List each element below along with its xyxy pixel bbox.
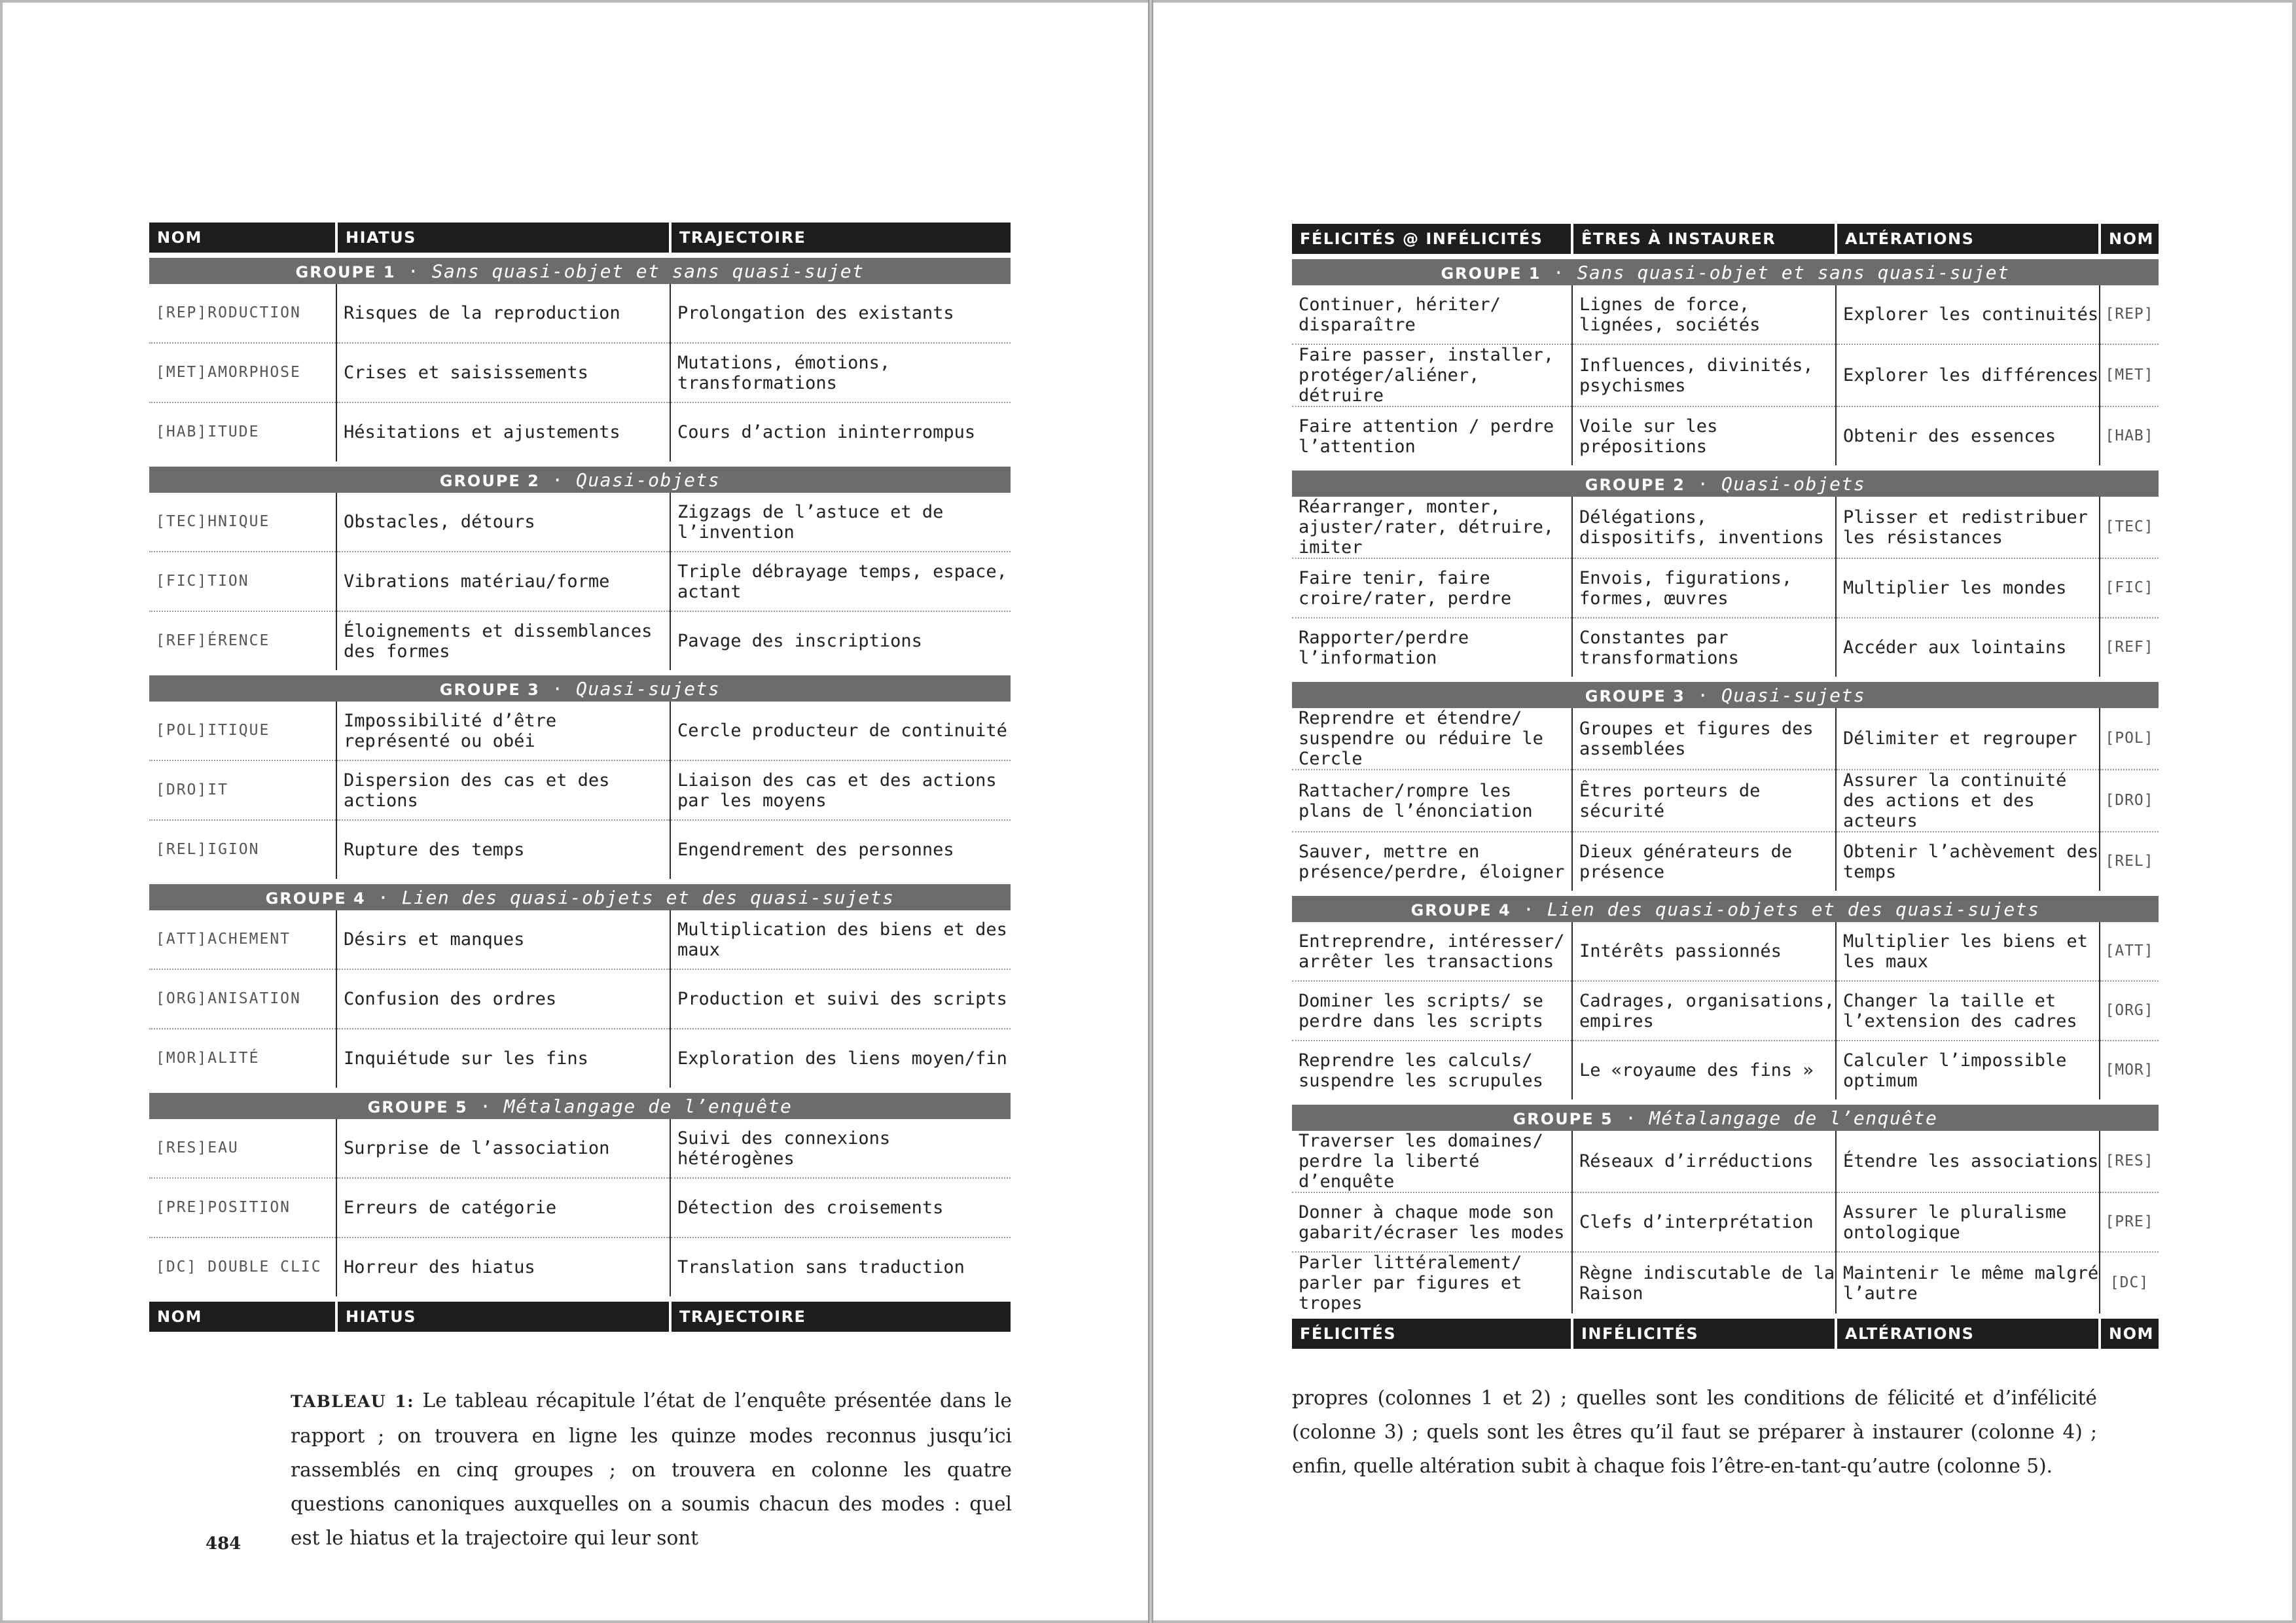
- felicites-cell: Rattacher/rompre les plans de l’énonciation: [1292, 770, 1572, 832]
- table-row: [1292, 708, 2159, 770]
- group-header: [149, 258, 1011, 284]
- hiatus-cell: Désirs et manques: [336, 910, 670, 969]
- table-row: [149, 611, 1011, 670]
- spacer: [149, 670, 1011, 675]
- trajectoire-cell: Détection des croisements: [670, 1178, 1011, 1238]
- trajectoire-cell: Exploration des liens moyen/fin: [677, 1048, 1007, 1069]
- nom-cell: [RES]EAU: [149, 1119, 336, 1178]
- group-label: GROUPE 3: [439, 680, 540, 699]
- group-description: Métalangage de l’enquête: [503, 1095, 793, 1117]
- footer-row: [1292, 1319, 2159, 1349]
- alterations-cell: Plisser et redistribuer les résistances: [1836, 497, 2100, 558]
- column-footer: NOM: [2100, 1319, 2159, 1349]
- nom-cell: [REL]IGION: [149, 820, 336, 879]
- nom-cell: [MET]AMORPHOSE: [149, 343, 336, 402]
- etres-cell: Règne indiscutable de la Raison: [1572, 1252, 1836, 1313]
- table-row: [149, 1029, 1011, 1088]
- table-row: [1292, 981, 2159, 1041]
- column-header: FÉLICITÉS @ INFÉLICITÉS: [1292, 224, 1572, 254]
- trajectoire-cell: Liaison des cas et des actions par les moyens: [670, 760, 1011, 820]
- group-title: [149, 884, 1011, 910]
- hiatus-cell: Dispersion des cas et des actions: [336, 760, 670, 820]
- group-separator: ·: [1685, 473, 1721, 495]
- table-caption-continued: propres (colonnes 1 et 2) ; quelles sont les conditions de félicité et d’infélicité (colonne 3) ; quels sont les êtres qu’il faut se préparer à instaurer (colonne 4) ; enfin, quelle altération subit à chaque fois l’être-en-tant-qu’autre (colonne 5).: [1292, 1387, 2097, 1477]
- etres-cell: Dieux générateurs de présence: [1572, 832, 1836, 891]
- trajectoire-cell: Pavage des inscriptions: [677, 631, 922, 651]
- alterations-cell: Explorer les différences: [1836, 344, 2100, 406]
- group-label: GROUPE 4: [1410, 901, 1511, 919]
- table-row: [1292, 285, 2159, 344]
- alterations-cell: Multiplier les mondes: [1836, 558, 2100, 618]
- etres-cell: Lignes de force, lignées, sociétés: [1572, 285, 1836, 344]
- group-header: [149, 675, 1011, 702]
- code-cell: [HAB]: [2105, 427, 2154, 444]
- group-description: Lien des quasi-objets et des quasi-sujets: [401, 886, 895, 908]
- column-header: NOM: [149, 223, 336, 253]
- table-row: [1292, 1192, 2159, 1252]
- spacer: [1292, 254, 2159, 259]
- alterations-cell: Assurer le pluralisme ontologique: [1836, 1192, 2100, 1252]
- nom-cell: [REP]RODUCTION: [149, 284, 336, 343]
- spacer: [1292, 677, 2159, 682]
- table-row: [149, 1238, 1011, 1296]
- table-row: [149, 343, 1011, 402]
- trajectoire-cell: Production et suivi des scripts: [670, 969, 1011, 1029]
- alterations-cell: Multiplier les biens et les maux: [1836, 922, 2100, 981]
- hiatus-cell: Horreur des hiatus: [336, 1238, 670, 1296]
- table-caption: [291, 1383, 1012, 1555]
- etres-cell: Clefs d’interprétation: [1572, 1192, 1836, 1252]
- alterations-cell: Obtenir des essences: [1836, 406, 2100, 465]
- felicites-cell: Reprendre les calculs/ suspendre les scrupules: [1292, 1041, 1572, 1099]
- group-separator: ·: [1511, 898, 1547, 920]
- felicites-cell: Faire passer, installer, protéger/aliéner, détruire: [1292, 344, 1572, 406]
- column-header: ÊTRES À INSTAURER: [1572, 224, 1836, 254]
- group-description: Sans quasi-objet et sans quasi-sujet: [1577, 261, 2010, 283]
- group-header: [1292, 896, 2159, 922]
- book-gutter: [1148, 0, 1153, 1623]
- group-title: [1292, 682, 2159, 708]
- table-row: [1292, 618, 2159, 677]
- column-header: NOM: [2100, 224, 2159, 254]
- caption-lead: TABLEAU 1:: [291, 1392, 415, 1411]
- group-separator: ·: [467, 1095, 504, 1117]
- spacer: [149, 1088, 1011, 1093]
- group-description: Quasi-objets: [1721, 473, 1866, 495]
- nom-cell: [HAB]ITUDE: [149, 402, 336, 461]
- trajectoire-cell: Mutations, émotions, transformations: [670, 343, 1011, 402]
- table-row: [1292, 832, 2159, 891]
- trajectoire-cell: Translation sans traduction: [677, 1257, 965, 1277]
- group-header: [1292, 682, 2159, 708]
- column-header: TRAJECTOIRE: [670, 223, 1011, 253]
- spacer: [1292, 891, 2159, 896]
- group-title: [149, 1093, 1011, 1119]
- column-footer: NOM: [149, 1302, 336, 1332]
- nom-cell: [REF]ÉRENCE: [149, 611, 336, 670]
- hiatus-cell: Inquiétude sur les fins: [336, 1029, 670, 1088]
- page-number: 484: [206, 1534, 242, 1554]
- code-cell: [RES]: [2100, 1131, 2159, 1192]
- spacer: [149, 253, 1011, 258]
- trajectoire-cell: Multiplication des biens et des maux: [670, 910, 1011, 969]
- etres-cell: Réseaux d’irréductions: [1572, 1131, 1836, 1192]
- code-cell: [MET]: [2100, 344, 2159, 406]
- alterations-cell: Changer la taille et l’extension des cadres: [1836, 981, 2100, 1041]
- spacer: [149, 1296, 1011, 1302]
- felicites-cell: Traverser les domaines/ perdre la liberté d’enquête: [1292, 1131, 1572, 1192]
- etres-cell: Intérêts passionnés: [1572, 922, 1836, 981]
- trajectoire-cell: Suivi des connexions hétérogènes: [670, 1119, 1011, 1178]
- felicites-cell: Continuer, hériter/ disparaître: [1292, 285, 1572, 344]
- spacer: [1292, 465, 2159, 471]
- alterations-cell: Assurer la continuité des actions et des acteurs: [1836, 770, 2100, 832]
- table-row: [1292, 1041, 2159, 1099]
- trajectoire-cell: Cercle producteur de continuité: [670, 702, 1011, 760]
- group-title: [1292, 259, 2159, 285]
- table-row: [1292, 770, 2159, 832]
- spacer: [1292, 1099, 2159, 1105]
- table-row: [149, 1119, 1011, 1178]
- etres-cell: Groupes et figures des assemblées: [1572, 708, 1836, 770]
- alterations-cell: Calculer l’impossible optimum: [1836, 1041, 2100, 1099]
- code-cell: [POL]: [2100, 708, 2159, 770]
- group-description: Quasi-sujets: [1721, 684, 1866, 706]
- spacer: [149, 461, 1011, 467]
- column-footer: INFÉLICITÉS: [1572, 1319, 1836, 1349]
- group-separator: ·: [1541, 261, 1577, 283]
- hiatus-cell: Rupture des temps: [336, 820, 670, 879]
- group-header: [149, 1093, 1011, 1119]
- table-row: [1292, 1252, 2159, 1313]
- group-description: Quasi-objets: [575, 469, 721, 491]
- felicites-cell: Faire attention / perdre l’attention: [1292, 406, 1572, 465]
- code-cell: [FIC]: [2100, 558, 2159, 618]
- code-cell: [DC]: [2109, 1274, 2149, 1291]
- etres-cell: Cadrages, organisations, empires: [1572, 981, 1836, 1041]
- table-row: [149, 402, 1011, 461]
- hiatus-cell: Confusion des ordres: [336, 969, 670, 1029]
- trajectoire-cell: Prolongation des existants: [670, 284, 1011, 343]
- table-row: [149, 760, 1011, 820]
- code-cell: [REF]: [2105, 639, 2154, 656]
- felicites-cell: Sauver, mettre en présence/perdre, éloigner: [1292, 832, 1572, 891]
- group-label: GROUPE 2: [439, 471, 540, 490]
- alterations-cell: Maintenir le même malgré l’autre: [1836, 1252, 2100, 1313]
- group-title: [1292, 896, 2159, 922]
- table-row: [1292, 1131, 2159, 1192]
- hiatus-cell: Erreurs de catégorie: [336, 1178, 670, 1238]
- felicites-cell: Rapporter/perdre l’information: [1292, 618, 1572, 677]
- group-label: GROUPE 5: [1513, 1109, 1613, 1128]
- group-title: [149, 258, 1011, 284]
- etres-cell: Êtres porteurs de sécurité: [1572, 770, 1836, 832]
- code-cell: [MOR]: [2105, 1061, 2154, 1079]
- group-description: Sans quasi-objet et sans quasi-sujet: [431, 260, 865, 282]
- hiatus-cell: Éloignements et dissemblances des formes: [336, 611, 670, 670]
- trajectoire-cell: Triple débrayage temps, espace, actant: [670, 552, 1011, 611]
- code-cell: [REP]: [2100, 285, 2159, 344]
- table-row: [149, 702, 1011, 760]
- group-header: [149, 884, 1011, 910]
- group-description: Lien des quasi-objets et des quasi-sujets: [1547, 898, 2040, 920]
- code-cell: [PRE]: [2100, 1192, 2159, 1252]
- table-row: [1292, 406, 2159, 465]
- table-row: [149, 820, 1011, 879]
- etres-cell: Voile sur les prépositions: [1572, 406, 1836, 465]
- nom-cell: [TEC]HNIQUE: [149, 493, 336, 552]
- table-row: [149, 969, 1011, 1029]
- column-footer: TRAJECTOIRE: [670, 1302, 1011, 1332]
- alterations-cell: Explorer les continuités: [1836, 285, 2100, 344]
- right-page: [1153, 3, 2292, 1620]
- group-header: [1292, 1105, 2159, 1131]
- code-cell: [ATT]: [2100, 922, 2159, 981]
- group-header: [149, 467, 1011, 493]
- group-header: [1292, 259, 2159, 285]
- nom-cell: [MOR]ALITÉ: [149, 1029, 336, 1088]
- nom-cell: [DC] DOUBLE CLIC: [149, 1238, 336, 1296]
- nom-cell: [DRO]IT: [149, 760, 336, 820]
- header-row: [1292, 224, 2159, 254]
- group-title: [149, 675, 1011, 702]
- felicites-cell: Réarranger, monter, ajuster/rater, détruire, imiter: [1292, 497, 1572, 558]
- etres-cell: Envois, figurations, formes, œuvres: [1572, 558, 1836, 618]
- group-header: [1292, 471, 2159, 497]
- etres-cell: Influences, divinités, psychismes: [1572, 344, 1836, 406]
- code-cell: [ORG]: [2100, 981, 2159, 1041]
- code-cell: [REL]: [2105, 853, 2154, 870]
- spacer: [1292, 1313, 2159, 1319]
- etres-cell: Constantes par transformations: [1572, 618, 1836, 677]
- alterations-cell: Étendre les associations: [1836, 1131, 2100, 1192]
- hiatus-cell: Hésitations et ajustements: [336, 402, 670, 461]
- hiatus-cell: Surprise de l’association: [336, 1119, 670, 1178]
- trajectoire-cell: Cours d’action ininterrompus: [677, 422, 976, 442]
- alterations-cell: Délimiter et regrouper: [1836, 708, 2100, 770]
- felicites-cell: Reprendre et étendre/ suspendre ou réduire le Cercle: [1292, 708, 1572, 770]
- column-footer: HIATUS: [336, 1302, 670, 1332]
- column-header: ALTÉRATIONS: [1836, 224, 2100, 254]
- etres-cell: Délégations, dispositifs, inventions: [1572, 497, 1836, 558]
- group-label: GROUPE 1: [295, 262, 396, 281]
- hiatus-cell: Impossibilité d’être représenté ou obéi: [336, 702, 670, 760]
- group-label: GROUPE 1: [1441, 264, 1541, 283]
- hiatus-cell: Crises et saisissements: [336, 343, 670, 402]
- trajectoire-cell: Engendrement des personnes: [677, 840, 954, 860]
- hiatus-cell: Risques de la reproduction: [336, 284, 670, 343]
- column-footer: ALTÉRATIONS: [1836, 1319, 2100, 1349]
- nom-cell: [ATT]ACHEMENT: [149, 910, 336, 969]
- table-row: [149, 910, 1011, 969]
- footer-row: [149, 1302, 1011, 1332]
- felicites-cell: Parler littéralement/ parler par figures et tropes: [1292, 1252, 1572, 1313]
- alterations-cell: Accéder aux lointains: [1836, 618, 2100, 677]
- group-separator: ·: [395, 260, 432, 282]
- felicites-cell: Donner à chaque mode son gabarit/écraser les modes: [1292, 1192, 1572, 1252]
- modes-table-right: [1292, 224, 2159, 1349]
- spacer: [149, 879, 1011, 884]
- modes-table-left: [149, 223, 1011, 1332]
- table-row: [149, 493, 1011, 552]
- group-description: Quasi-sujets: [575, 677, 721, 700]
- group-title: [1292, 471, 2159, 497]
- nom-cell: [FIC]TION: [149, 552, 336, 611]
- group-label: GROUPE 5: [367, 1097, 468, 1116]
- trajectoire-cell: Zigzags de l’astuce et de l’invention: [670, 493, 1011, 552]
- group-separator: ·: [365, 886, 402, 908]
- group-label: GROUPE 3: [1585, 687, 1685, 705]
- nom-cell: [PRE]POSITION: [149, 1178, 336, 1238]
- group-separator: ·: [1685, 684, 1721, 706]
- table-row: [1292, 497, 2159, 558]
- table-row: [1292, 344, 2159, 406]
- table-row: [1292, 922, 2159, 981]
- column-header: HIATUS: [336, 223, 670, 253]
- group-label: GROUPE 2: [1585, 475, 1685, 494]
- column-footer: FÉLICITÉS: [1292, 1319, 1572, 1349]
- nom-cell: [ORG]ANISATION: [149, 969, 336, 1029]
- code-cell: [DRO]: [2100, 770, 2159, 832]
- table-row: [149, 552, 1011, 611]
- felicites-cell: Dominer les scripts/ se perdre dans les scripts: [1292, 981, 1572, 1041]
- group-separator: ·: [539, 677, 576, 700]
- felicites-cell: Entreprendre, intéresser/ arrêter les transactions: [1292, 922, 1572, 981]
- table-row: [1292, 558, 2159, 618]
- table-row: [149, 1178, 1011, 1238]
- alterations-cell: Obtenir l’achèvement des temps: [1836, 832, 2100, 891]
- group-description: Métalangage de l’enquête: [1649, 1107, 1938, 1129]
- group-title: [149, 467, 1011, 493]
- header-row: [149, 223, 1011, 253]
- group-title: [1292, 1105, 2159, 1131]
- etres-cell: Le «royaume des fins »: [1572, 1041, 1836, 1099]
- code-cell: [TEC]: [2100, 497, 2159, 558]
- nom-cell: [POL]ITIQUE: [149, 702, 336, 760]
- caption-text: Le tableau récapitule l’état de l’enquête présentée dans le rapport ; on trouvera en ligne les quinze modes reconnus jusqu’ici rassemblés en cinq groupes ; on trouvera en colonne les quatre questions canoniques auxquelles on a soumis chacun des modes : quel est le hiatus et la trajectoire qui leur sont: [291, 1389, 1012, 1549]
- group-label: GROUPE 4: [265, 889, 366, 908]
- group-separator: ·: [1613, 1107, 1649, 1129]
- left-page: [3, 3, 1148, 1620]
- felicites-cell: Faire tenir, faire croire/rater, perdre: [1292, 558, 1572, 618]
- hiatus-cell: Vibrations matériau/forme: [336, 552, 670, 611]
- group-separator: ·: [539, 469, 576, 491]
- hiatus-cell: Obstacles, détours: [336, 493, 670, 552]
- table-row: [149, 284, 1011, 343]
